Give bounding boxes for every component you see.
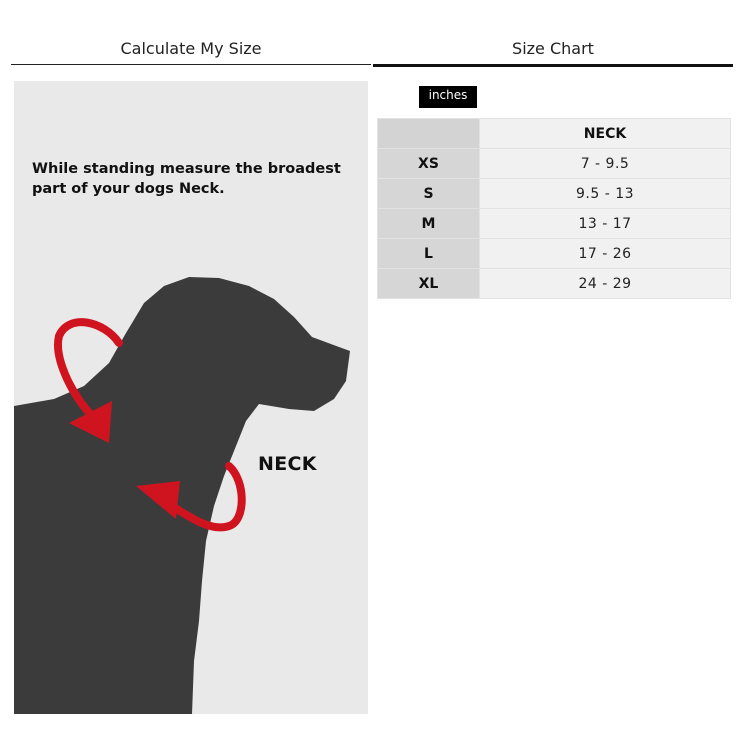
measurement-instruction: While standing measure the broadest part of your dogs Neck. (32, 161, 341, 197)
tab-calculate-my-size[interactable]: Calculate My Size (11, 36, 371, 65)
neck-range: 9.5 - 13 (480, 179, 731, 209)
header-corner-cell (378, 119, 480, 149)
neck-range: 24 - 29 (480, 269, 731, 299)
table-header-row (378, 119, 731, 149)
size-label: XL (378, 269, 480, 299)
unit-toggle-button[interactable]: inches (419, 86, 477, 108)
table-row (378, 269, 731, 299)
neck-range: 17 - 26 (480, 239, 731, 269)
size-chart-table (377, 118, 731, 299)
neck-range: 7 - 9.5 (480, 149, 731, 179)
measurement-guide-panel (14, 81, 368, 714)
table-row (378, 179, 731, 209)
tab-size-chart[interactable]: Size Chart (373, 36, 733, 67)
table-row (378, 209, 731, 239)
size-label: L (378, 239, 480, 269)
size-label: XS (378, 149, 480, 179)
neck-label: NECK (258, 453, 317, 475)
size-label: M (378, 209, 480, 239)
neck-range: 13 - 17 (480, 209, 731, 239)
header-neck: NECK (480, 119, 731, 149)
table-row (378, 239, 731, 269)
dog-silhouette (14, 277, 350, 714)
table-row (378, 149, 731, 179)
tab-bar (11, 36, 733, 68)
size-label: S (378, 179, 480, 209)
